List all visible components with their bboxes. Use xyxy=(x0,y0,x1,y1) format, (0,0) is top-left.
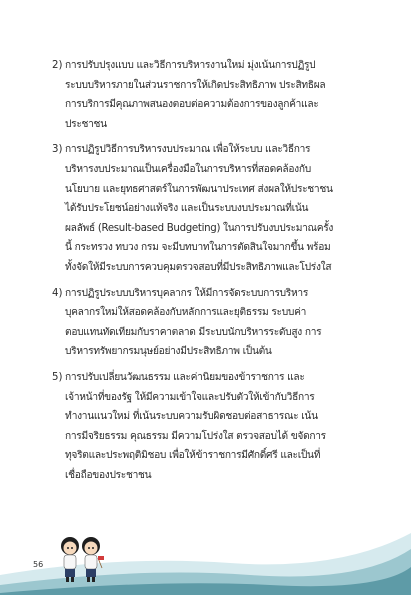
text-line: การปรับปรุงแบบ และวิธีการบริหารงานใหม่ มุ่งเน้นการปฏิรูป xyxy=(65,60,316,71)
item-number: 2) xyxy=(52,60,63,71)
item-text xyxy=(65,56,370,134)
item-number: 3) xyxy=(52,144,63,156)
text-line: ผลลัพธ์ (Result-based Budgeting) ในการปรับงบประมาณครั้ง xyxy=(65,222,334,234)
list-item xyxy=(52,140,370,277)
text-line: บริหารทรัพยากรมนุษย์อย่างมีประสิทธิภาพ เป็นต้น xyxy=(65,346,272,358)
text-line: ระบบบริหารภายในส่วนราชการให้เกิดประสิทธิภาพ ประสิทธิผล xyxy=(65,79,326,91)
item-number: 5) xyxy=(52,371,63,383)
text-line: ได้รับประโยชน์อย่างแท้จริง และเป็นระบบงบประมาณที่เน้น xyxy=(65,203,309,215)
text-line: ตอบแทนทัดเทียมกับราคาตลาด มีระบบนักบริหารระดับสูง การ xyxy=(65,326,322,338)
text-line: บริหารงบประมาณเป็นเครื่องมือในการบริหารที่สอดคล้องกับ xyxy=(65,163,311,175)
text-line: นโยบาย และยุทธศาสตร์ในการพัฒนาประเทศ ส่งผลให้ประชาชน xyxy=(65,183,333,195)
item-text xyxy=(65,140,370,277)
text-line: ทั้งจัดให้มีระบบการควบคุมตรวจสอบที่มีประสิทธิภาพและโปร่งใส xyxy=(65,261,332,273)
mascot-illustration xyxy=(58,534,104,584)
list-item xyxy=(52,284,370,362)
text-line: การปฏิรูประบบบริหารบุคลากร ให้มีการจัดระบบการบริหาร xyxy=(65,287,308,299)
text-line: การมีจริยธรรม คุณธรรม มีความโปร่งใส ตรวจสอบได้ ขจัดการ xyxy=(65,430,326,442)
text-line: นี้ กระทรวง ทบวง กรม จะมีบทบาทในการตัดสินใจมากขึ้น พร้อม xyxy=(65,242,331,254)
text-line: ทุจริตและประพฤติมิชอบ เพื่อให้ข้าราชการมีศักดิ์ศรี และเป็นที่ xyxy=(65,450,321,462)
text-line: ประชาชน xyxy=(65,118,107,130)
list-item xyxy=(52,56,370,134)
item-text xyxy=(65,284,370,362)
item-text xyxy=(65,368,370,486)
text-line: บุคลากรใหม่ให้สอดคล้องกับหลักการและยุติธรรม ระบบค่า xyxy=(65,307,306,319)
text-line: การปรับเปลี่ยนวัฒนธรรม และค่านิยมของข้าราชการ และ xyxy=(65,371,305,383)
item-number: 4) xyxy=(52,287,63,299)
page-number: 56 xyxy=(33,560,44,569)
text-line: ทำงานแนวใหม่ ที่เน้นระบบความรับผิดชอบต่อสาธารณะ เน้น xyxy=(65,411,318,423)
text-line: เชื่อถือของประชาชน xyxy=(65,469,152,481)
list-item xyxy=(52,368,370,486)
text-line: การปฏิรูปวิธีการบริหารงบประมาณ เพื่อให้ระบบ และวิธีการ xyxy=(65,144,311,156)
text-line: เจ้าหน้าที่ของรัฐ ให้มีความเข้าใจและปรับตัวให้เข้ากับวิธีการ xyxy=(65,391,315,403)
text-line: การบริการมีคุณภาพสนองตอบต่อความต้องการของลูกค้าและ xyxy=(65,99,319,111)
document-body xyxy=(52,56,370,491)
